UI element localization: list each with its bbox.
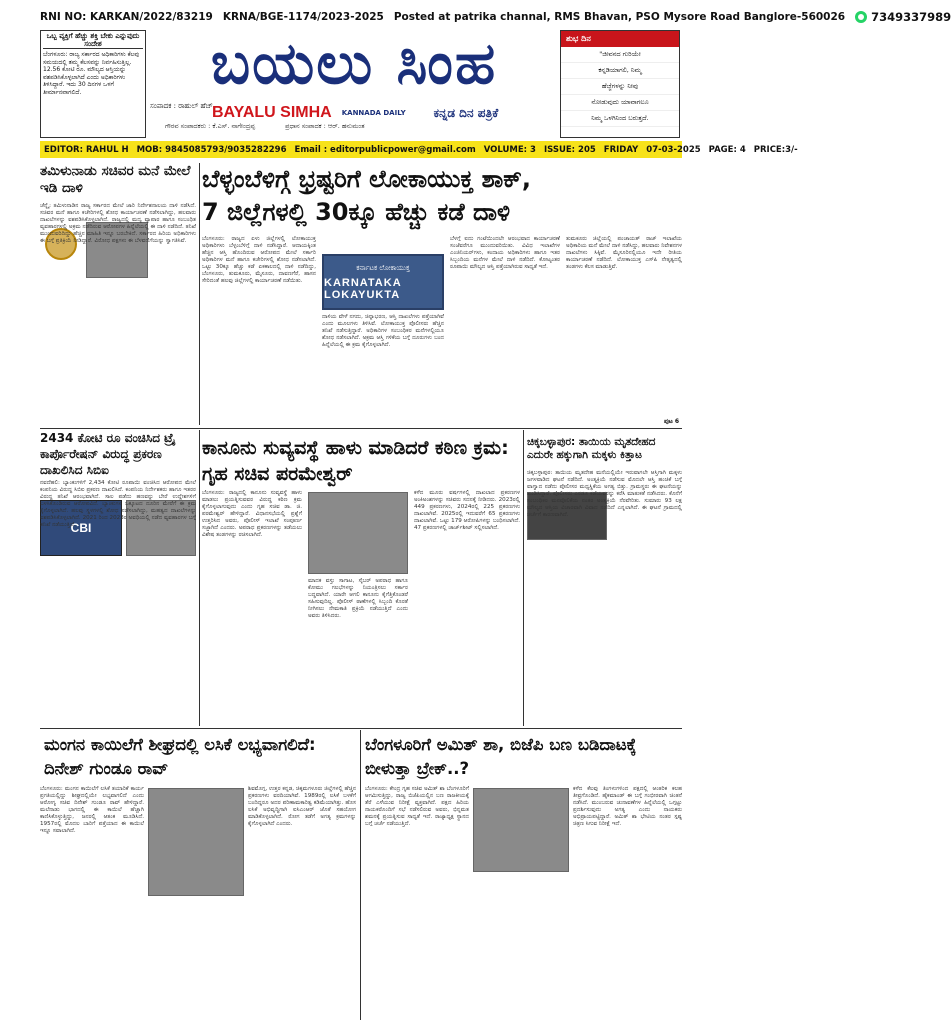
left-ear-body: ಬೆಂಗಳೂರು: ರಾಜ್ಯ ಸರ್ಕಾರದ ಅಧಿಕಾರಿಗಳು ಕೆಲವು ಸಮಯದಲ್ಲಿ ತಮ್ಮ ಕೆಲಸವನ್ನು ನಿರ್ವಹಿಸುತ್ತಿಲ್ಲ. 12.56 ಕೋಟಿ ರೂ. ಮೌಲ್ಯದ ಆಸ್ತಿಯನ್ನು ವಶಪಡಿಸಿಕೊಳ್ಳಲಾಗಿದೆ ಎಂದು ಅಧಿಕಾರಿಗಳು ತಿಳಿಸಿದ್ದಾರೆ. ಇದು 30 ದಿನಗಳ ಒಳಗೆ ತೀರ್ಮಾನವಾಗಲಿದೆ. [43, 51, 140, 96]
whatsapp-contact [855, 10, 951, 24]
story-body-dinesh-col-1: ಬೆಂಗಳೂರು: ಮಂಗನ ಕಾಯಿಲೆಗೆ ಲಸಿಕೆ ತಯಾರಿಕೆ ಕಾರ್ಯ ಪ್ರಗತಿಯಲ್ಲಿದ್ದು ಶೀಘ್ರದಲ್ಲಿಯೇ ಲಭ್ಯವಾಗಲಿದೆ ಎಂದು ಆರೋಗ್ಯ ಸಚಿವ ದಿನೇಶ್ ಗುಂಡೂ ರಾವ್ ಹೇಳಿದ್ದಾರೆ. ಮಲೆನಾಡು ಭಾಗದಲ್ಲಿ ಈ ಕಾಯಿಲೆ ಹೆಚ್ಚಾಗಿ ಕಾಣಿಸಿಕೊಳ್ಳುತ್ತಿದ್ದು, ಜನರಲ್ಲಿ ಆತಂಕ ಮೂಡಿಸಿದೆ. 1957ರಲ್ಲಿ ಮೊದಲ ಬಾರಿಗೆ ಪತ್ತೆಯಾದ ಈ ಕಾಯಿಲೆ ಇನ್ನೂ ಸವಾಲಾಗಿದೆ. [40, 786, 144, 834]
column-divider [199, 430, 200, 726]
left-ear-heading: ಒಬ್ಬ ವ್ಯಕ್ತಿಗೆ ಹೆಚ್ಚು ಶಕ್ತಿ ಬೇಕು ಎನ್ನುವುದು ಸಂದೇಶ [43, 33, 143, 49]
story-heading-parameshwar: ಕಾನೂನು ಸುವ್ಯವಸ್ಥೆ ಹಾಳು ಮಾಡಿದರೆ ಕಠಿಣ ಕ್ರಮ: ಗೃಹ ಸಚಿವ ಪರಮೇಶ್ವರ್ [202, 437, 509, 485]
phone-number: 7349337989 [871, 10, 951, 24]
story-body-dinesh-col-2: ಶಿವಮೊಗ್ಗ, ಉತ್ತರ ಕನ್ನಡ, ಚಿಕ್ಕಮಗಳೂರು ಜಿಲ್ಲೆಗಳಲ್ಲಿ ಹೆಚ್ಚಿನ ಪ್ರಕರಣಗಳು ವರದಿಯಾಗಿವೆ. 1989ರಲ್ಲಿ ಲಸಿಕೆ ಬಳಕೆಗೆ ಬಂದಿದ್ದರೂ ಅದರ ಪರಿಣಾಮಕಾರಿತ್ವ ಕಡಿಮೆಯಾಗಿತ್ತು. ಹೊಸ ಲಸಿಕೆ ಅಭಿವೃದ್ಧಿಗಾಗಿ ಐಸಿಎಂಆರ್ ಜೊತೆ ಸಹಯೋಗ ಮಾಡಿಕೊಳ್ಳಲಾಗಿದೆ. ರೋಗ ತಡೆಗೆ ಅಗತ್ಯ ಕ್ರಮಗಳನ್ನು ಕೈಗೊಳ್ಳಲಾಗಿದೆ ಎಂದರು. [248, 786, 356, 827]
kannada-subtitle: ಕನ್ನಡ ದಿನ ಪತ್ರಿಕೆ [433, 105, 499, 120]
honorary-editor: ಗೌರವ ಸಂಪಾದಕರು : ಕೆ.ಎಸ್. ನಾಗೇಂದ್ರಪ್ಪ [165, 122, 256, 130]
story-body-chikkaballapur: ಚಿಕ್ಕಬಳ್ಳಾಪುರ: ತಾಯಿಯ ಮೃತದೇಹ ಮನೆಯಲ್ಲಿಯೇ ಇರುವಾಗಲೇ ಆಸ್ತಿಗಾಗಿ ಮಕ್ಕಳು ಜಗಳವಾಡಿದ ಘಟನೆ ನಡೆದಿದೆ. ಅಂತ್ಯಕ್ರಿಯೆ ನಡೆಸುವ ಮೊದಲೇ ಆಸ್ತಿ ಹಂಚಿಕೆ ಬಗ್ಗೆ ವಾಗ್ವಾದ ನಡೆದು ಪೊಲೀಸರ ಮಧ್ಯಸ್ಥಿಕೆಯ ಅಗತ್ಯ ಬಿತ್ತು. ಗ್ರಾಮಸ್ಥರು ಈ ಘಟನೆಯನ್ನು ಖಂಡಿಸಿದ್ದಾರೆ. ಪೊಲೀಸರು ಎರಡೂ ಕಡೆಯವರನ್ನು ಕರೆಸಿ ಮಾತುಕತೆ ನಡೆಸಿದರು. ಕೊನೆಗೆ ಸಂಬಂಧಿಕರ ಮನವೊಲಿಕೆಯ ನಂತರ ಅಂತ್ಯಕ್ರಿಯೆ ನೆರವೇರಿತು. ಸುಮಾರು 93 ಲಕ್ಷ ಮೌಲ್ಯದ ಆಸ್ತಿಯ ವಿಚಾರವಾಗಿ ವಿವಾದ ನಡೆದಿದೆ ಎನ್ನಲಾಗಿದೆ. ಈ ಘಟನೆ ಗ್ರಾಮದಲ್ಲಿ ಚರ್ಚೆಗೆ ಕಾರಣವಾಗಿದೆ. [527, 470, 682, 518]
chief-editor: ಪ್ರಧಾನ ಸಂಪಾದಕ : ಆರ್. ಹನುಮಂತ [285, 122, 365, 130]
page-number: PAGE: 4 [708, 144, 746, 155]
whatsapp-icon [855, 11, 867, 23]
english-title-line [212, 104, 572, 122]
story-heading-amit-shah: ಬೆಂಗಳೂರಿಗೆ ಅಮಿತ್ ಶಾ, ಬಿಜೆಪಿ ಬಣ ಬಡಿದಾಟಕ್ಕೆ ಬೀಳುತ್ತಾ ಬ್ರೇಕ್..? [365, 735, 637, 778]
issue-date: 07-03-2025 [646, 144, 701, 155]
story-body-cbi: ನವದೆಹಲಿ: ಬ್ಯಾಂಕುಗಳಿಗೆ 2,434 ಕೋಟಿ ರೂಪಾಯಿ ವಂಚಿಸಿದ ಆರೋಪದ ಮೇಲೆ ಕಂಪನಿಯ ವಿರುದ್ಧ ಸಿಬಿಐ ಪ್ರಕರಣ ದಾಖಲಿಸಿದೆ. ಕಂಪನಿಯ ನಿರ್ದೇಶಕರು ಹಾಗೂ ಇತರರ ವಿರುದ್ಧ ತನಿಖೆ ಆರಂಭವಾಗಿದೆ. ಸಾಲ ಪಡೆದು ಹಣವನ್ನು ಬೇರೆ ಉದ್ದೇಶಗಳಿಗೆ ಬಳಸಿಕೊಂಡಿರುವ ಆರೋಪವಿದೆ. ಬ್ಯಾಂಕುಗಳ ಒಕ್ಕೂಟದ ದೂರಿನ ಮೇರೆಗೆ ಈ ಕ್ರಮ ಕೈಗೊಳ್ಳಲಾಗಿದೆ. ಹಲವು ಸ್ಥಳಗಳಲ್ಲಿ ಶೋಧ ನಡೆಸಲಾಗಿದ್ದು, ಮಹತ್ವದ ದಾಖಲೆಗಳನ್ನು ವಶಪಡಿಸಿಕೊಳ್ಳಲಾಗಿದೆ. 2021 ರಿಂದ 2023ರ ಅವಧಿಯಲ್ಲಿ ನಡೆದ ವ್ಯವಹಾರಗಳ ಬಗ್ಗೆ ತನಿಖೆ ನಡೆಯುತ್ತಿದೆ. [40, 480, 196, 528]
quote-line: ಕನ್ನಡಿಯಾಗಲಿ, ನಿಮ್ಮ [561, 63, 679, 79]
english-subtitle: KANNADA DAILY [341, 109, 406, 117]
story-body-parameshwar-col-2: ಮಾದಕ ವಸ್ತು ಸಾಗಾಟ, ಸೈಬರ್ ಅಪರಾಧ ಹಾಗೂ ಕೋಮು ಗಲಭೆಗಳನ್ನು ನಿಯಂತ್ರಿಸಲು ಸರ್ಕಾರ ಬದ್ಧವಾಗಿದೆ. ಯಾರೇ ಆಗಲಿ ಕಾನೂನು ಕೈಗೆತ್ತಿಕೊಂಡರೆ ಸಹಿಸುವುದಿಲ್ಲ. ಪೊಲೀಸ್ ಠಾಣೆಗಳಲ್ಲಿ ಸಿಬ್ಬಂದಿ ಕೊರತೆ ನೀಗಿಸಲು ನೇಮಕಾತಿ ಪ್ರಕ್ರಿಯೆ ನಡೆಯುತ್ತಿದೆ ಎಂದು ಅವರು ತಿಳಿಸಿದರು. [308, 578, 408, 619]
story-heading-cbi: 2434 ಕೋಟಿ ರೂ ವಂಚಿಸಿದ ಟ್ರೈ ಕಾರ್ಪೊರೇಷನ್ ವಿರುದ್ಧ ಪ್ರಕರಣ ದಾಖಲಿಸಿದ ಸಿಬಿಐ [40, 431, 176, 477]
quote-line: ಹೆಜ್ಜೆಗಳನ್ನು ನೀವು [561, 79, 679, 95]
rni-number: RNI NO: KARKAN/2022/83219 [40, 11, 213, 23]
issue: ISSUE: 205 [543, 144, 596, 155]
editor-credit: ಸಂಪಾದಕ : ರಾಹುಲ್ ಹೆಚ್. [150, 102, 215, 110]
story-heading-dinesh: ಮಂಗನ ಕಾಯಿಲೆಗೆ ಶೀಘ್ರದಲ್ಲಿ ಲಸಿಕೆ ಲಭ್ಯವಾಗಲಿದೆ: ದಿನೇಶ್ ಗುಂಡೂ ರಾವ್ [44, 735, 316, 778]
amit-shah-photo [473, 788, 569, 872]
lead-body-col-2: ದಾಳಿಯ ವೇಳೆ ನಗದು, ಚಿನ್ನಾಭರಣ, ಆಸ್ತಿ ದಾಖಲೆಗಳು ಪತ್ತೆಯಾಗಿವೆ ಎಂದು ಮೂಲಗಳು ತಿಳಿಸಿವೆ. ಲೋಕಾಯುಕ್ತ ಪೊಲೀಸರು ಹೆಚ್ಚಿನ ತನಿಖೆ ನಡೆಸುತ್ತಿದ್ದಾರೆ. ಅಧಿಕಾರಿಗಳ ಸಂಬಂಧಿಕರ ಮನೆಗಳಲ್ಲಿಯೂ ಶೋಧ ನಡೆಸಲಾಗಿದೆ. ಅಕ್ರಮ ಆಸ್ತಿ ಗಳಿಕೆಯ ಬಗ್ಗೆ ದೂರುಗಳು ಬಂದ ಹಿನ್ನೆಲೆಯಲ್ಲಿ ಈ ಕ್ರಮ ಕೈಗೊಳ್ಳಲಾಗಿದೆ. [322, 314, 444, 348]
quote-line: "ಜೀವನದ ಗುರಿಯೇ [561, 47, 679, 63]
price: PRICE:3/- [753, 144, 798, 155]
story-heading-tamilnadu: ತಮಿಳುನಾಡು ಸಚಿವರ ಮನೆ ಮೇಲೆ ಇಡಿ ದಾಳಿ [40, 163, 191, 196]
lokayukta-sign-kannada: ಕರ್ನಾಟಕ ಲೋಕಾಯುಕ್ತ [356, 263, 410, 272]
lead-headline [202, 163, 682, 229]
row-divider [40, 728, 682, 729]
story-body-tamilnadu: ಚೆನ್ನೈ: ತಮಿಳುನಾಡಿನ ರಾಜ್ಯ ಸರ್ಕಾರದ ಮೇಲೆ ಜಾರಿ ನಿರ್ದೇಶನಾಲಯ ದಾಳಿ ನಡೆಸಿದೆ. ಸಚಿವರ ಮನೆ ಹಾಗೂ ಕಚೇರಿಗಳಲ್ಲಿ ಶೋಧ ಕಾರ್ಯಾಚರಣೆ ನಡೆಸಲಾಗಿದ್ದು, ಹಲವಾರು ದಾಖಲೆಗಳನ್ನು ವಶಪಡಿಸಿಕೊಳ್ಳಲಾಗಿದೆ. ರಾಜ್ಯದಲ್ಲಿ ಮದ್ಯ ವ್ಯಾಪಾರ ಹಾಗೂ ಸಂಬಂಧಿತ ವ್ಯವಹಾರಗಳಲ್ಲಿ ಅಕ್ರಮ ನಡೆದಿರುವ ಆರೋಪಗಳ ಹಿನ್ನೆಲೆಯಲ್ಲಿ ಈ ದಾಳಿ ನಡೆದಿದೆ. ತನಿಖೆ ಮುಂದುವರಿದಿದ್ದು ಹೆಚ್ಚಿನ ಮಾಹಿತಿ ಇನ್ನೂ ಬರಬೇಕಿದೆ. ಸರ್ಕಾರದ ಹಿರಿಯ ಅಧಿಕಾರಿಗಳು ಈ ಬಗ್ಗೆ ಪ್ರತಿಕ್ರಿಯೆ ನೀಡಿದ್ದಾರೆ. ವಿರೋಧ ಪಕ್ಷಗಳು ಈ ಬೆಳವಣಿಗೆಯನ್ನು ಸ್ವಾಗತಿಸಿವೆ. [40, 203, 196, 244]
lokayukta-sign-english: KARNATAKA LOKAYUKTA [324, 276, 402, 301]
quote-line: ನೋಡುವುದು ಯಾವಾಗಲೂ [561, 95, 679, 111]
editors-line [165, 122, 575, 131]
page-marker: ಪುಟ 6 [664, 418, 680, 425]
left-ear-box [40, 30, 146, 138]
story-body-amit-shah-col-1: ಬೆಂಗಳೂರು: ಕೇಂದ್ರ ಗೃಹ ಸಚಿವ ಅಮಿತ್ ಶಾ ಬೆಂಗಳೂರಿಗೆ ಆಗಮಿಸುತ್ತಿದ್ದು, ರಾಜ್ಯ ಬಿಜೆಪಿಯಲ್ಲಿನ ಬಣ ರಾಜಕೀಯಕ್ಕೆ ತೆರೆ ಎಳೆಯುವ ನಿರೀಕ್ಷೆ ವ್ಯಕ್ತವಾಗಿದೆ. ಪಕ್ಷದ ಹಿರಿಯ ನಾಯಕರೊಂದಿಗೆ ಸಭೆ ನಡೆಸಲಿರುವ ಅವರು, ಭಿನ್ನಮತ ಶಮನಕ್ಕೆ ಪ್ರಯತ್ನಿಸುವ ಸಾಧ್ಯತೆ ಇದೆ. ರಾಜ್ಯಾಧ್ಯಕ್ಷ ಸ್ಥಾನದ ಬಗ್ಗೆ ಚರ್ಚೆ ನಡೆಯುತ್ತಿದೆ. [365, 786, 469, 827]
lead-body-col-3: ಬೆಳಗ್ಗೆ ಐದು ಗಂಟೆಯಿಂದಲೇ ಆರಂಭವಾದ ಕಾರ್ಯಾಚರಣೆ ಸಂಜೆವರೆಗೂ ಮುಂದುವರಿಯಿತು. ವಿವಿಧ ಇಲಾಖೆಗಳ ಎಂಜಿನಿಯರ್‌ಗಳು, ಕಂದಾಯ ಅಧಿಕಾರಿಗಳು ಹಾಗೂ ಇತರ ಸಿಬ್ಬಂದಿಯ ಮನೆಗಳ ಮೇಲೆ ದಾಳಿ ನಡೆದಿದೆ. ಕೋಟ್ಯಂತರ ರೂಪಾಯಿ ಮೌಲ್ಯದ ಆಸ್ತಿ ಪತ್ತೆಯಾಗಿರುವ ಸಾಧ್ಯತೆ ಇದೆ. [450, 236, 560, 270]
cbi-label: CBI [70, 521, 92, 535]
volume: VOLUME: 3 [483, 144, 536, 155]
right-ear-box [560, 30, 680, 138]
lead-headline-line-1: ಬೆಳ್ಳಂಬೆಳಿಗ್ಗೆ ಭ್ರಷ್ಟರಿಗೆ ಲೋಕಾಯುಕ್ತ ಶಾಕ್, [202, 165, 531, 193]
lead-headline-line-2: 7 ಜಿಲ್ಲೆಗಳಲ್ಲಿ 30ಕ್ಕೂ ಹೆಚ್ಚು ಕಡೆ ದಾಳಿ [202, 198, 511, 226]
posted-at: Posted at patrika channal, RMS Bhavan, PSO Mysore Road Banglore-560026 [393, 11, 846, 23]
editor-name: EDITOR: RAHUL H [44, 144, 129, 155]
lead-body-col-1: ಬೆಂಗಳೂರು: ರಾಜ್ಯದ ಏಳು ಜಿಲ್ಲೆಗಳಲ್ಲಿ ಲೋಕಾಯುಕ್ತ ಅಧಿಕಾರಿಗಳು ಬೆಳ್ಳಂಬೆಳಿಗ್ಗೆ ದಾಳಿ ನಡೆಸಿದ್ದಾರೆ. ಆದಾಯಕ್ಕಿಂತ ಹೆಚ್ಚಿನ ಆಸ್ತಿ ಹೊಂದಿರುವ ಆರೋಪದ ಮೇಲೆ ಸರ್ಕಾರಿ ಅಧಿಕಾರಿಗಳ ಮನೆ ಹಾಗೂ ಕಚೇರಿಗಳಲ್ಲಿ ಶೋಧ ನಡೆಸಲಾಗಿದೆ. ಒಟ್ಟು 30ಕ್ಕೂ ಹೆಚ್ಚು ಕಡೆ ಏಕಕಾಲದಲ್ಲಿ ದಾಳಿ ನಡೆದಿದ್ದು, ಬೆಂಗಳೂರು, ತುಮಕೂರು, ಮೈಸೂರು, ದಾವಣಗೆರೆ, ಹಾಸನ ಸೇರಿದಂತೆ ಹಲವು ಜಿಲ್ಲೆಗಳಲ್ಲಿ ಕಾರ್ಯಾಚರಣೆ ನಡೆಯಿತು. [202, 236, 316, 284]
story-heading-chikkaballapur: ಚಿಕ್ಕಬಳ್ಳಾಪುರ: ತಾಯಿಯ ಮೃತದೇಹದ ಎದುರೇ ಹಕ್ಕುಗಾಗಿ ಮಕ್ಕಳು ಕಿತ್ತಾಟ [527, 436, 656, 461]
right-ear-heading: ಶುಭ ದಿನ [561, 31, 679, 47]
story-body-amit-shah-col-2: ಕಳೆದ ಕೆಲವು ತಿಂಗಳುಗಳಿಂದ ಪಕ್ಷದಲ್ಲಿ ಆಂತರಿಕ ಕಲಹ ತೀವ್ರಗೊಂಡಿದೆ. ಹೈಕಮಾಂಡ್ ಈ ಬಗ್ಗೆ ಗಂಭೀರವಾಗಿ ಚಿಂತನೆ ನಡೆಸಿದೆ. ಮುಂಬರುವ ಚುನಾವಣೆಗಳ ಹಿನ್ನೆಲೆಯಲ್ಲಿ ಒಗ್ಗಟ್ಟು ಪ್ರದರ್ಶಿಸುವುದು ಅಗತ್ಯ ಎಂದು ನಾಯಕರು ಅಭಿಪ್ರಾಯಪಟ್ಟಿದ್ದಾರೆ. ಅಮಿತ್ ಶಾ ಭೇಟಿಯ ನಂತರ ಸ್ಪಷ್ಟ ಚಿತ್ರಣ ಸಿಗುವ ನಿರೀಕ್ಷೆ ಇದೆ. [573, 786, 682, 827]
dinesh-photo [148, 788, 244, 896]
lead-body-col-4: ತುಮಕೂರು ಜಿಲ್ಲೆಯಲ್ಲಿ ಪಂಚಾಯತ್ ರಾಜ್ ಇಲಾಖೆಯ ಅಧಿಕಾರಿಯ ಮನೆ ಮೇಲೆ ದಾಳಿ ನಡೆಸಿದ್ದು, ಹಲವಾರು ನಿವೇಶನಗಳ ದಾಖಲೆಗಳು ಸಿಕ್ಕಿವೆ. ಮೈಸೂರಿನಲ್ಲಿಯೂ ಇದೇ ರೀತಿಯ ಕಾರ್ಯಾಚರಣೆ ನಡೆದಿದೆ. ಲೋಕಾಯುಕ್ತ ಎಸ್‌ಪಿ ನೇತೃತ್ವದಲ್ಲಿ ತಂಡಗಳು ಕೆಲಸ ಮಾಡುತ್ತಿವೆ. [566, 236, 682, 270]
info-bar [40, 141, 798, 158]
column-divider [523, 430, 524, 726]
lokayukta-photo [322, 254, 444, 310]
story-body-parameshwar-col-3: ಕಳೆದ ಮೂರು ವರ್ಷಗಳಲ್ಲಿ ದಾಖಲಾದ ಪ್ರಕರಣಗಳ ಅಂಕಿಅಂಶಗಳನ್ನು ಸಚಿವರು ಸದನಕ್ಕೆ ನೀಡಿದರು. 2023ರಲ್ಲಿ 449 ಪ್ರಕರಣಗಳು, 2024ರಲ್ಲಿ 225 ಪ್ರಕರಣಗಳು ದಾಖಲಾಗಿವೆ. 2025ರಲ್ಲಿ ಇದುವರೆಗೆ 65 ಪ್ರಕರಣಗಳು ದಾಖಲಾಗಿವೆ. ಒಟ್ಟು 179 ಆರೋಪಿಗಳನ್ನು ಬಂಧಿಸಲಾಗಿದೆ. 47 ಪ್ರಕರಣಗಳಲ್ಲಿ ಚಾರ್ಜ್‌ಶೀಟ್ ಸಲ್ಲಿಸಲಾಗಿದೆ. [414, 490, 520, 531]
english-title: BAYALU SIMHA [212, 104, 332, 121]
column-divider [199, 163, 200, 425]
masthead [150, 28, 558, 98]
mobile-numbers: MOB: 9845085793/9035282296 [136, 144, 287, 155]
registration-line [40, 7, 951, 27]
weekday: FRIDAY [603, 144, 639, 155]
email-address: Email : editorpublicpower@gmail.com [294, 144, 476, 155]
column-divider [360, 730, 361, 1020]
row-divider [40, 428, 682, 429]
krna-number: KRNA/BGE-1174/2023-2025 [222, 11, 384, 23]
story-body-parameshwar-col-1: ಬೆಂಗಳೂರು: ರಾಜ್ಯದಲ್ಲಿ ಕಾನೂನು ಸುವ್ಯವಸ್ಥೆ ಹಾಳು ಮಾಡಲು ಪ್ರಯತ್ನಿಸುವವರ ವಿರುದ್ಧ ಕಠಿಣ ಕ್ರಮ ಕೈಗೊಳ್ಳಲಾಗುವುದು ಎಂದು ಗೃಹ ಸಚಿವ ಡಾ. ಜಿ. ಪರಮೇಶ್ವರ್ ಹೇಳಿದ್ದಾರೆ. ವಿಧಾನಸಭೆಯಲ್ಲಿ ಪ್ರಶ್ನೆಗೆ ಉತ್ತರಿಸಿದ ಅವರು, ಪೊಲೀಸ್ ಇಲಾಖೆ ಸಂಪೂರ್ಣ ಸಜ್ಜಾಗಿದೆ ಎಂದರು. ಅಪರಾಧ ಪ್ರಕರಣಗಳನ್ನು ತಡೆಯಲು ವಿಶೇಷ ತಂಡಗಳನ್ನು ರಚಿಸಲಾಗಿದೆ. [202, 490, 302, 538]
quote-line: ನಿಮ್ಮ ಒಳಗಿನಿಂದ ಬರುತ್ತದೆ. [561, 111, 679, 127]
masthead-title: ಬಯಲು ಸಿಂಹ [210, 29, 498, 97]
parameshwar-photo [308, 492, 408, 574]
